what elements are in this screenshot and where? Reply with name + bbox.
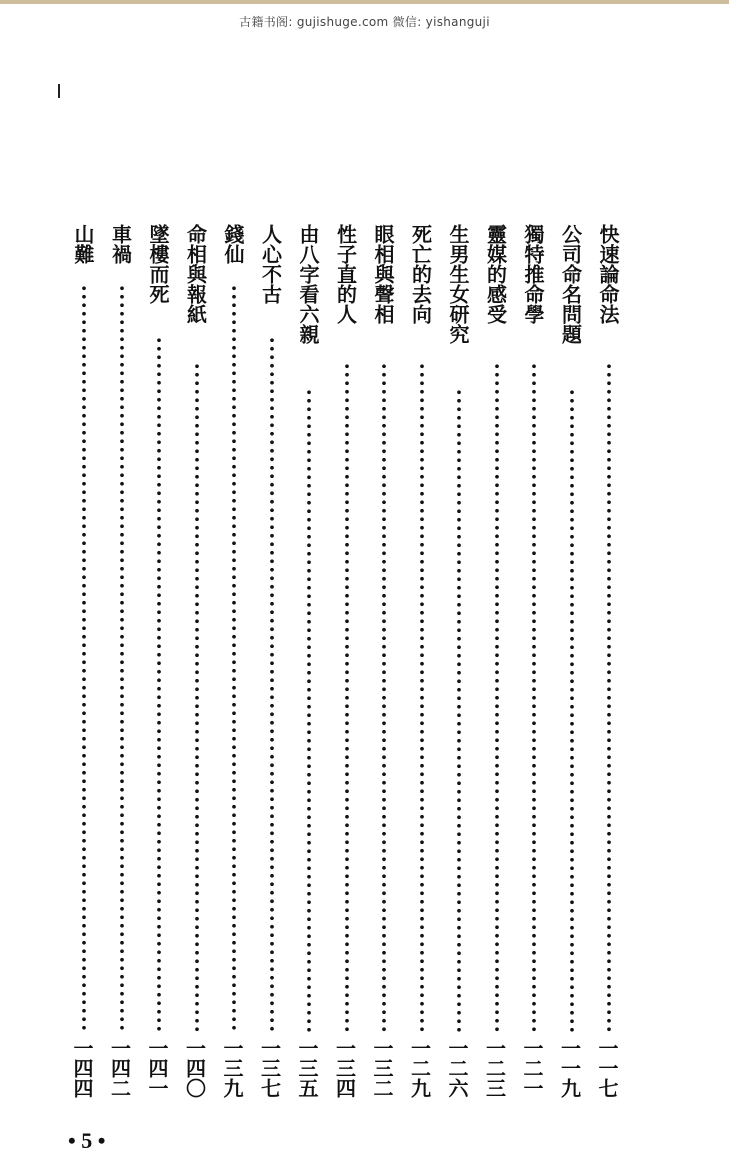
dot-leader — [231, 284, 237, 1032]
toc-entry[interactable] — [557, 224, 584, 1124]
toc-entry[interactable] — [447, 224, 471, 1124]
entry-page-number: 一三九 — [220, 1038, 244, 1098]
toc-entry[interactable] — [332, 224, 359, 1124]
entry-title: 生男生女研究 — [446, 224, 470, 344]
entry-title: 由八字看六親 — [296, 224, 320, 344]
entry-title: 靈媒的感受 — [483, 224, 508, 324]
dot-leader — [344, 362, 350, 1032]
dot-leader — [606, 362, 612, 1032]
entry-page-number: 一三七 — [257, 1038, 282, 1098]
dot-leader — [456, 388, 462, 1032]
entry-page-number: 一四一 — [145, 1038, 169, 1098]
dot-leader — [381, 362, 387, 1032]
entry-title: 性子直的人 — [333, 224, 358, 324]
entry-title: 命相與報紙 — [183, 224, 208, 324]
entry-title: 車禍 — [108, 224, 133, 264]
page-number: • 5 • — [68, 1128, 106, 1153]
dot-leader — [81, 284, 87, 1032]
toc-entry[interactable] — [182, 224, 209, 1124]
toc-entry[interactable] — [147, 224, 171, 1124]
entry-page-number: 一一九 — [557, 1038, 582, 1098]
toc-entry[interactable] — [482, 224, 509, 1124]
entry-title: 快速論命法 — [596, 224, 620, 324]
entry-title: 眼相與聲相 — [371, 224, 395, 324]
watermark-text: 古籍书阁: gujishuge.com 微信: yishanguji — [239, 15, 490, 29]
dot-leader — [156, 336, 162, 1032]
toc-entry[interactable] — [297, 224, 321, 1124]
entry-page-number: 一二三 — [482, 1038, 507, 1098]
dot-leader — [194, 362, 200, 1032]
entry-page-number: 一三四 — [332, 1038, 357, 1098]
entry-page-number: 一二六 — [445, 1038, 469, 1098]
entry-title: 死亡的去向 — [408, 224, 433, 324]
entry-title: 錢仙 — [221, 224, 245, 264]
toc-entry[interactable] — [72, 224, 96, 1124]
dot-leader — [494, 362, 500, 1032]
toc-entry[interactable] — [107, 224, 134, 1124]
entry-title: 人心不古 — [258, 224, 283, 304]
margin-mark — [58, 84, 60, 98]
toc-entry[interactable] — [257, 224, 284, 1124]
entry-page-number: 一四〇 — [182, 1038, 207, 1098]
toc-entry[interactable] — [522, 224, 546, 1124]
dot-leader — [306, 388, 312, 1032]
entry-title: 山難 — [71, 224, 95, 264]
entry-title: 公司命名問題 — [558, 224, 583, 344]
toc-entry[interactable] — [372, 224, 396, 1124]
entry-title: 墜樓而死 — [146, 224, 170, 304]
entry-page-number: 一二九 — [407, 1038, 432, 1098]
entry-page-number: 一四二 — [107, 1038, 132, 1098]
entry-title: 獨特推命學 — [521, 224, 545, 324]
entry-page-number: 一二一 — [520, 1038, 544, 1098]
entry-page-number: 一三二 — [370, 1038, 394, 1098]
entry-page-number: 一三五 — [295, 1038, 319, 1098]
toc-entry[interactable] — [222, 224, 246, 1124]
dot-leader — [569, 388, 575, 1032]
entry-page-number: 一四四 — [70, 1038, 94, 1098]
dot-leader — [531, 362, 537, 1032]
dot-leader — [419, 362, 425, 1032]
dot-leader — [119, 284, 125, 1032]
toc-entry[interactable] — [407, 224, 434, 1124]
entry-page-number: 一一七 — [595, 1038, 619, 1098]
toc-entry[interactable] — [597, 224, 621, 1124]
dot-leader — [269, 336, 275, 1032]
top-border-strip — [0, 0, 729, 4]
